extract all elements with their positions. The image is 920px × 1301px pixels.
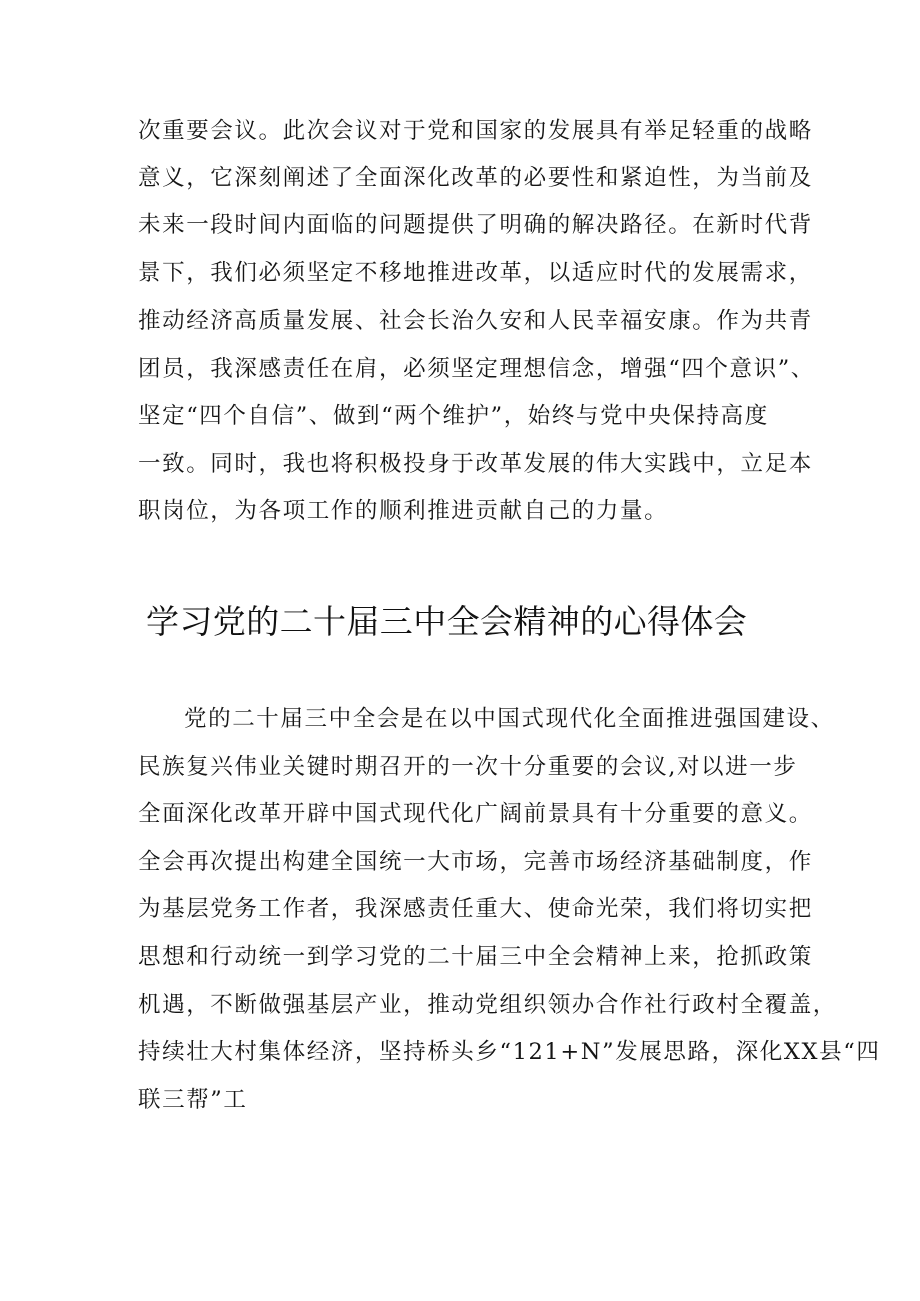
paragraph-1-line-4: 景下，我们必须坚定不移地推进改革，以适应时代的发展需求， — [138, 260, 813, 286]
paragraph-1-line-9: 职岗位，为各项工作的顺利推进贡献自己的力量。 — [138, 498, 669, 524]
paragraph-2-line-9: 联三帮”工 — [138, 1087, 248, 1113]
paragraph-2-line-3: 全面深化改革开辟中国式现代化广阔前景具有十分重要的意义。 — [138, 801, 813, 827]
paragraph-2-line-8: 持续壮大村集体经济，坚持桥头乡“121+N”发展思路，深化XX县“四 — [138, 1039, 881, 1065]
paragraph-1-line-7: 坚定“四个自信”、做到“两个维护”，始终与党中央保持高度 — [138, 403, 769, 429]
paragraph-2-line-6: 思想和行动统一到学习党的二十届三中全会精神上来，抢抓政策 — [138, 944, 813, 970]
paragraph-1-line-1: 次重要会议。此次会议对于党和国家的发展具有举足轻重的战略 — [138, 118, 813, 144]
paragraph-1-line-3: 未来一段时间内面临的问题提供了明确的解决路径。在新时代背 — [138, 212, 813, 238]
paragraph-2-line-5: 为基层党务工作者，我深感责任重大、使命光荣，我们将切实把 — [138, 896, 813, 922]
paragraph-2-line-7: 机遇，不断做强基层产业，推动党组织领办合作社行政村全覆盖， — [138, 992, 837, 1018]
paragraph-1-line-5: 推动经济高质量发展、社会长治久安和人民幸福安康。作为共青 — [138, 308, 813, 334]
paragraph-1-line-2: 意义，它深刻阐述了全面深化改革的必要性和紧迫性，为当前及 — [138, 165, 813, 191]
paragraph-2-line-4: 全会再次提出构建全国统一大市场，完善市场经济基础制度，作 — [138, 849, 813, 875]
paragraph-2-line-2: 民族复兴伟业关键时期召开的一次十分重要的会议,对以进一步 — [138, 754, 798, 780]
paragraph-2-line-1: 党的二十届三中全会是在以中国式现代化全面推进强国建设、 — [184, 706, 835, 732]
article-heading: 学习党的二十届三中全会精神的心得体会 — [146, 602, 748, 641]
paragraph-1-line-8: 一致。同时，我也将积极投身于改革发展的伟大实践中，立足本 — [138, 451, 813, 477]
paragraph-1-line-6: 团员，我深感责任在肩，必须坚定理想信念，增强“四个意识”、 — [138, 356, 815, 382]
